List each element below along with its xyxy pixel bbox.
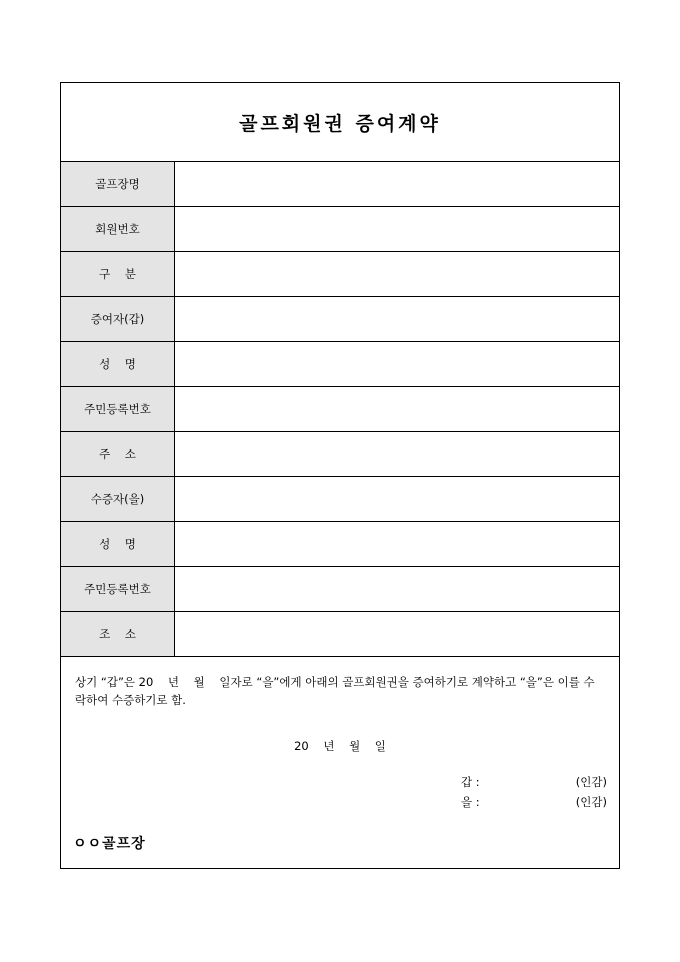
- signature-line-donor: [461, 773, 607, 791]
- field-value-cell[interactable]: [175, 612, 619, 656]
- field-value-cell[interactable]: [175, 432, 619, 476]
- field-row-donee-address: [61, 612, 619, 657]
- field-value-cell[interactable]: [175, 477, 619, 521]
- field-value-cell[interactable]: [175, 207, 619, 251]
- field-row-donee-id-number: [61, 567, 619, 612]
- field-row-donor-name: [61, 342, 619, 387]
- signature-party: 을 :: [461, 795, 480, 809]
- field-row-golf-course-name: [61, 162, 619, 207]
- organization-name: ㅇㅇ골프장: [73, 836, 146, 852]
- signature-party: 갑 :: [461, 775, 480, 789]
- field-row-category: [61, 252, 619, 297]
- field-row-donor-address: [61, 432, 619, 477]
- field-row-donee-name: [61, 522, 619, 567]
- field-value-cell[interactable]: [175, 342, 619, 386]
- field-value-cell[interactable]: [175, 567, 619, 611]
- field-label: 성 명: [61, 342, 175, 386]
- signature-seal: (인감): [575, 795, 607, 809]
- signature-line-donee: [461, 793, 607, 811]
- field-row-donee: [61, 477, 619, 522]
- field-value-cell[interactable]: [175, 387, 619, 431]
- field-label: 조 소: [61, 612, 175, 656]
- contract-statement: 상기 “갑”은 20 년 월 일자로 “을”에게 아래의 골프회원권을 증여하기로 계약하고 “을”은 이를 수락하여 수증하기로 함.: [75, 675, 595, 707]
- field-label: 수증자(을): [61, 477, 175, 521]
- field-value-cell[interactable]: [175, 162, 619, 206]
- contract-body: [61, 657, 619, 871]
- field-label: 주민등록번호: [61, 387, 175, 431]
- field-label: 성 명: [61, 522, 175, 566]
- field-row-member-number: [61, 207, 619, 252]
- field-label: 회원번호: [61, 207, 175, 251]
- contract-date: 20 년 월 일: [294, 739, 386, 753]
- document-title: 골프회원권 증여계약: [61, 83, 619, 162]
- field-value-cell[interactable]: [175, 297, 619, 341]
- field-label: 골프장명: [61, 162, 175, 206]
- field-label: 구 분: [61, 252, 175, 296]
- field-row-donor-id-number: [61, 387, 619, 432]
- field-label: 주민등록번호: [61, 567, 175, 611]
- field-value-cell[interactable]: [175, 522, 619, 566]
- field-row-donor: [61, 297, 619, 342]
- field-label: 증여자(갑): [61, 297, 175, 341]
- field-value-cell[interactable]: [175, 252, 619, 296]
- gift-contract-form: [60, 82, 620, 869]
- signature-seal: (인감): [575, 775, 607, 789]
- field-label: 주 소: [61, 432, 175, 476]
